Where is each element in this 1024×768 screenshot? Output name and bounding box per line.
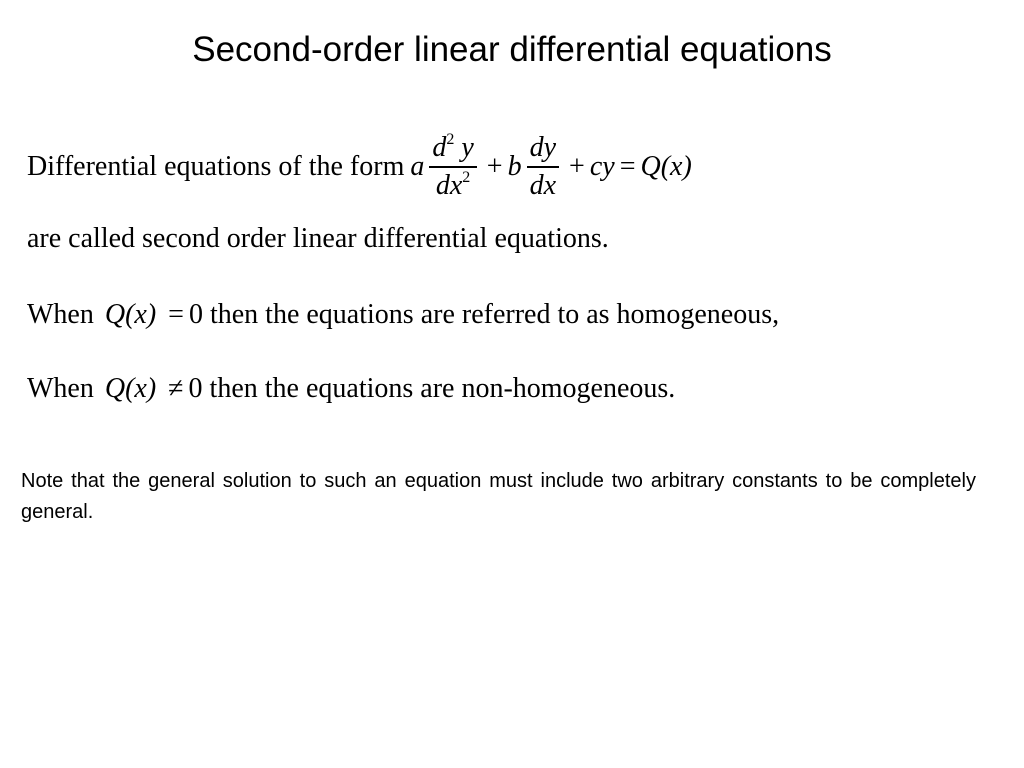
not-equal-sign: ≠ [168,373,184,404]
first-derivative-numerator: dy [529,132,557,164]
function-argument: (x) [125,373,157,404]
intro-text: Differential equations of the form [27,151,405,182]
function-argument: (x) [125,299,157,330]
homogeneous-description: then the equations are referred to as homogeneous, [209,299,780,330]
slide-title: Second-order linear differential equations [192,30,832,69]
numerator-y: y [461,132,474,164]
second-derivative-denominator [433,168,473,201]
denominator-exponent: 2 [462,168,471,186]
term-cy: cy [589,151,615,182]
coefficient-b: b [507,151,522,182]
function-q: Q [640,151,661,182]
equals-sign: = [168,299,184,330]
definition-line: are called second order linear differential equations. [27,223,609,254]
function-argument: (x) [660,151,692,182]
denominator-dx: dx [435,169,463,201]
equation-form-line [27,124,692,210]
function-q: Q [104,373,126,404]
function-q: Q [104,299,126,330]
nonhomogeneous-description: then the equations are non-homogeneous. [209,373,676,404]
general-solution-note: Note that the general solution to such an equation must include two arbitrary constants to be completely general. [21,470,976,523]
numerator-exponent: 2 [446,131,455,149]
first-derivative-fraction [527,133,559,200]
fraction-bar [527,166,559,167]
plus-sign: + [569,151,585,182]
first-derivative-denominator: dx [529,169,557,201]
nonhomogeneous-line [27,372,675,406]
homogeneous-line [27,298,779,332]
equals-sign: = [619,151,636,182]
zero-value: 0 [188,373,203,404]
when-label: When [27,373,94,404]
coefficient-a: a [410,151,425,182]
fraction-bar [429,166,476,167]
second-derivative-numerator [429,133,476,163]
numerator-d: d [432,132,447,164]
zero-value: 0 [188,299,203,330]
when-label: When [27,299,94,330]
second-derivative-fraction [429,133,476,200]
plus-sign: + [486,151,503,182]
